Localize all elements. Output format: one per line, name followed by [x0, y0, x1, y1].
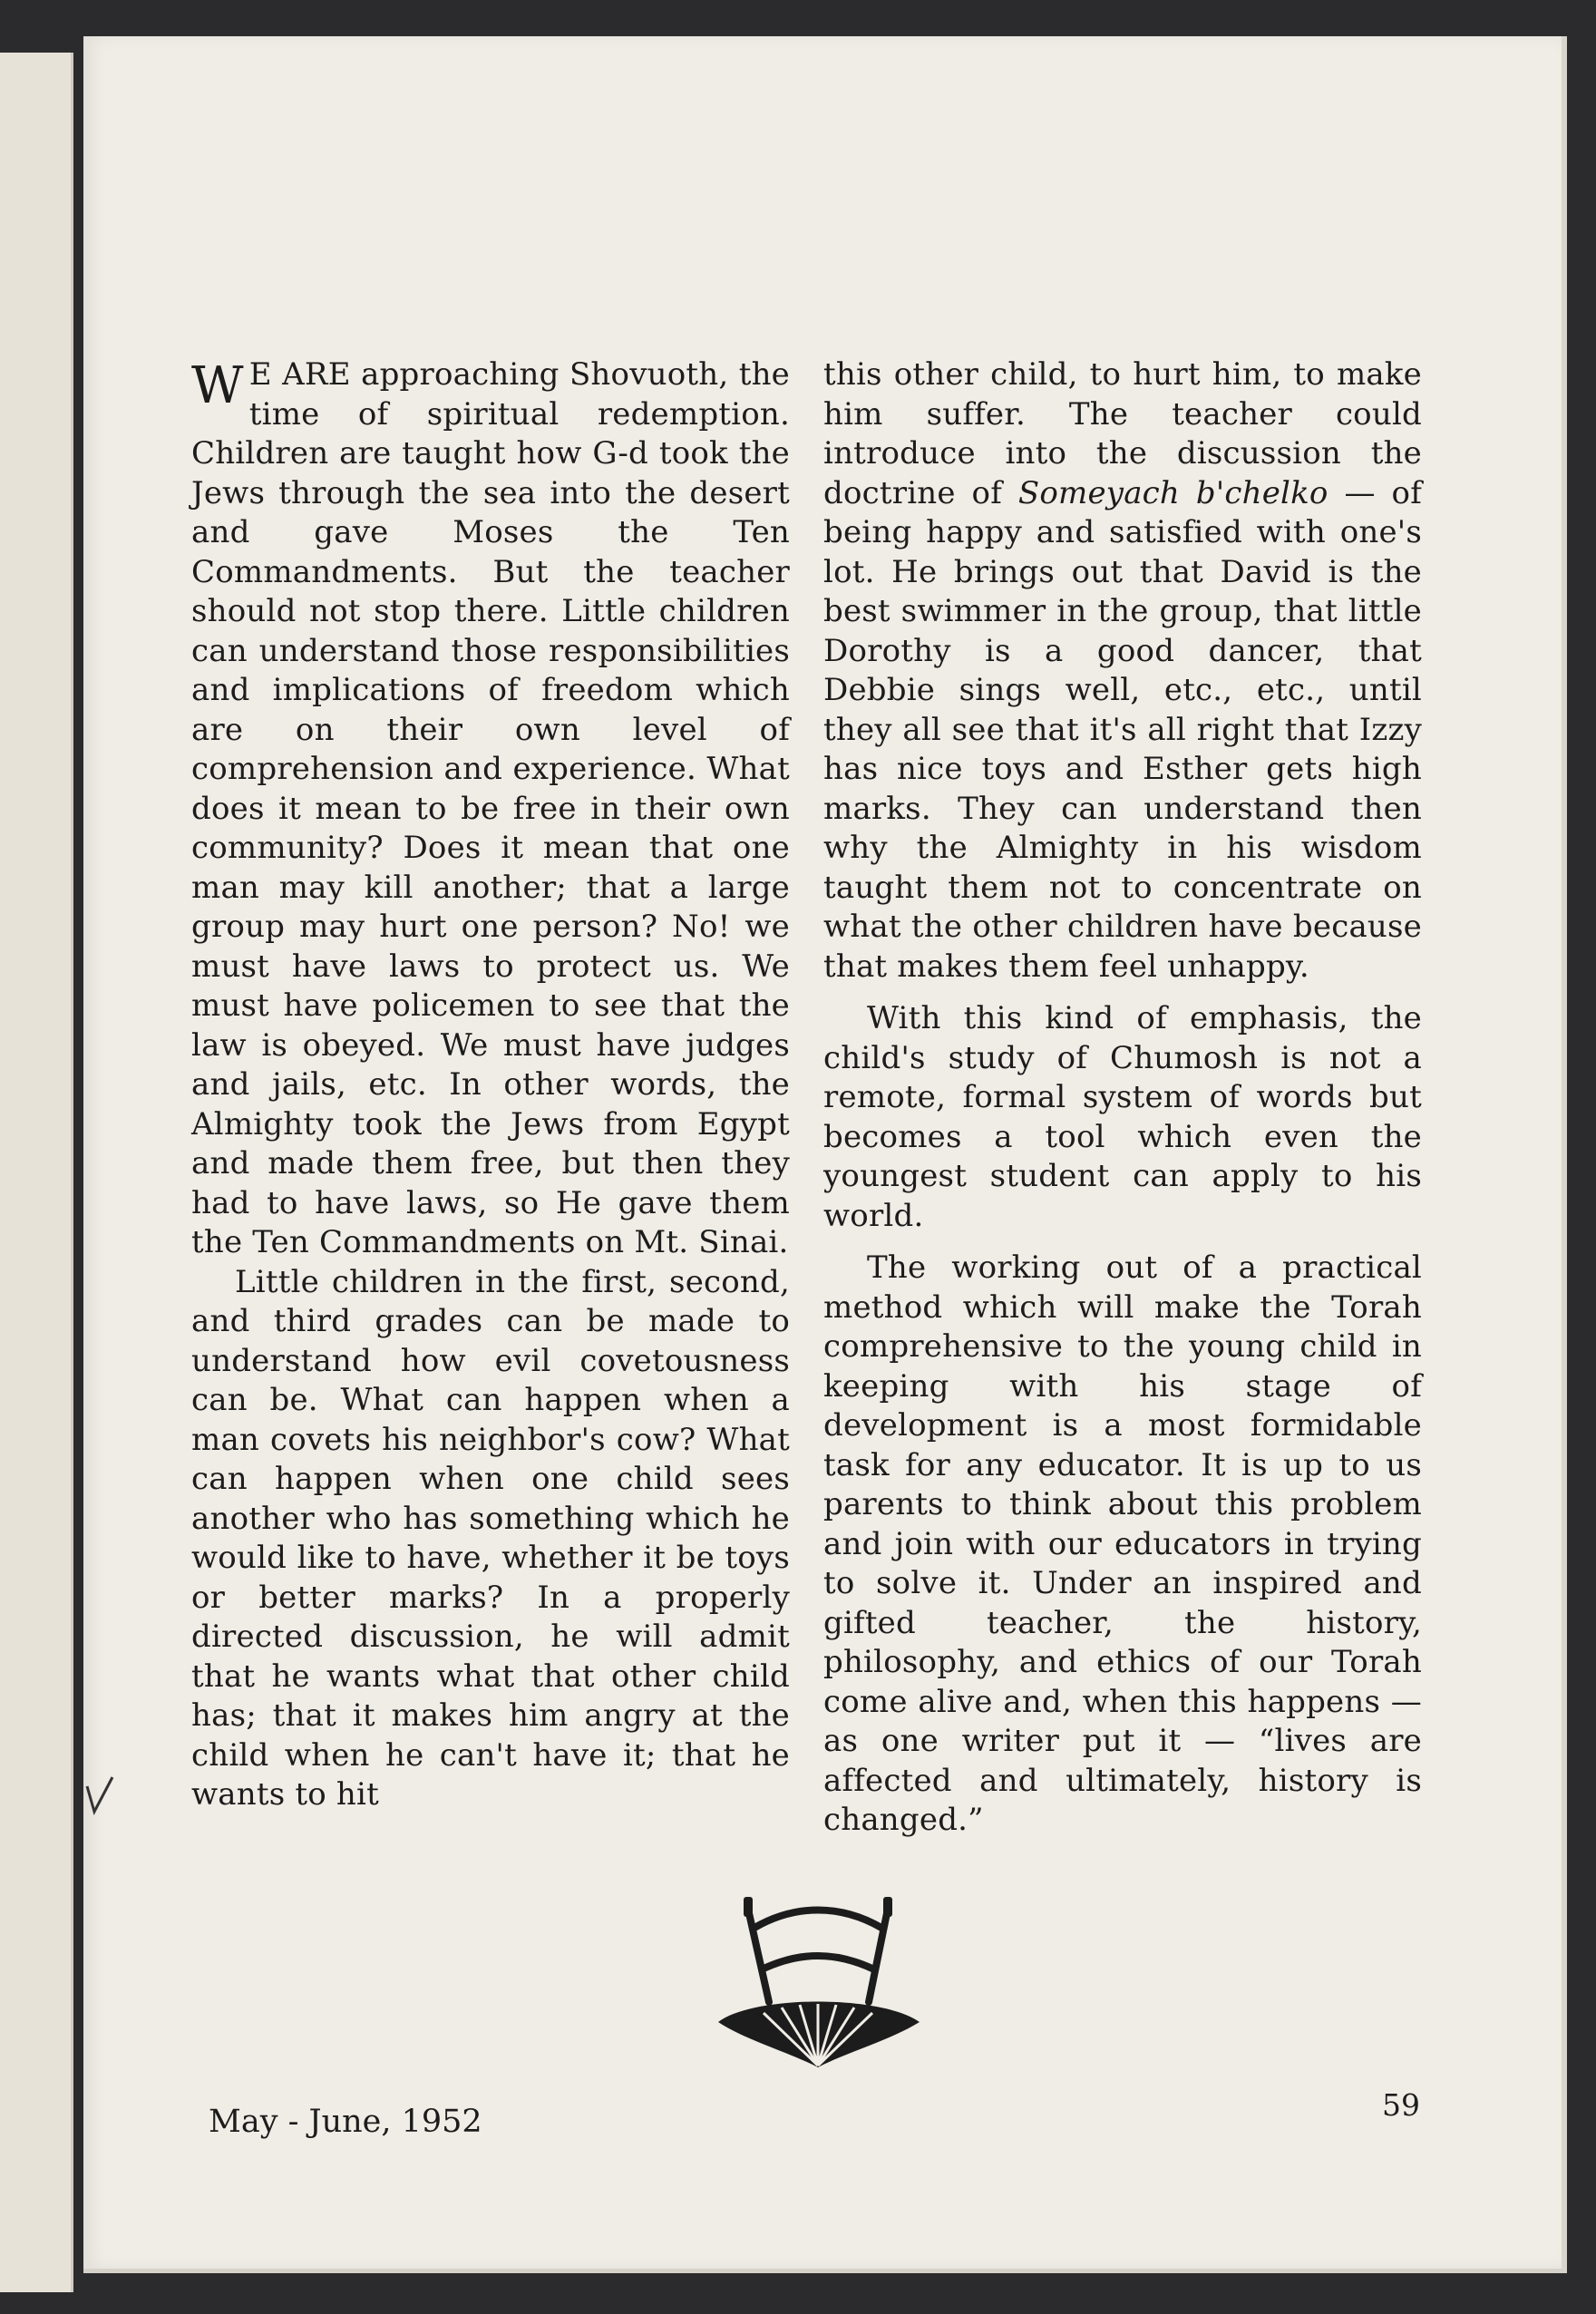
drop-cap: W — [191, 356, 244, 415]
article-paragraph-5: The working out of a practical method which will make the Torah comprehensive to the young child in keeping with his stage of development is a most formidable task for any educator. It is up to us parents to think about this problem and join with our educators in trying to solve it. Under an inspired and gifted teacher, the history, philosophy, and ethics of our Torah come alive and, when this happens — as one writer put it — “lives are affected and ultimately, history is changed.” — [823, 1249, 1422, 1838]
article-paragraph-4: With this kind of emphasis, the child's study of Chumosh is not a remote, formal system of words but becomes a tool which even the youngest student can apply to his world. — [823, 1000, 1422, 1234]
article-paragraph-2: Little children in the first, second, and third grades can be made to understand how evil covetousness can be. What can happen when a man covets his neighbor's cow? What can happen when one child sees another who has something which he would like to have, whether it be toys or better marks? In a properly directed discussion, he will admit that he wants what that other child has; that it makes him angry at the child when he can't have it; that he wants to hit — [191, 1263, 790, 1813]
paragraph-3-start: this other child, to hurt him, to make him suffer. The teacher could introduce into the discussion the doctrine of — [823, 356, 1422, 511]
article-paragraph-1-text: E ARE approaching Shovuoth, the time of spiritual redemption. Children are taught how G-d took the Jews through the sea into the desert and gave Moses the Ten Commandments. But the teacher should not stop there. Little children can understand those responsibilities and implications of freedom which are on their own level of comprehension and experience. What does it mean to be free in their own community? Does it mean that one man may kill another; that a large group may hurt one person? No! we must have laws to protect us. We must have policemen to see that the law is obeyed. We must have judges and jails, etc. In other words, the Almighty took the Jews from Egypt and made them free, but then they had to have laws, so He gave them the Ten Commandments on Mt. Sinai. — [191, 356, 790, 1260]
right-column — [823, 355, 1422, 1841]
article-paragraph-3 — [823, 355, 1422, 987]
previous-page-edge — [0, 53, 73, 2292]
magazine-page — [83, 36, 1567, 2273]
article-paragraph-1 — [191, 355, 790, 1263]
torah-scroll-ornament-icon — [709, 1886, 927, 2095]
pencil-margin-mark-icon — [82, 1768, 118, 1823]
issue-date: May - June, 1952 — [209, 2104, 482, 2140]
page-number: 59 — [1382, 2087, 1420, 2123]
left-column — [191, 355, 790, 1815]
hebrew-term-italic: Someyach b'chelko — [1017, 474, 1328, 511]
paragraph-3-end: — of being happy and satisfied with one's lot. He brings out that David is the best swimmer in the group, that little Dorothy is a good dancer, that Debbie sings well, etc., etc., until they all see that it's all right that Izzy has nice toys and Esther gets high marks. They can understand then why the Almighty in his wisdom taught them not to concentrate on what the other children have because that makes them feel unhappy. — [823, 474, 1422, 985]
